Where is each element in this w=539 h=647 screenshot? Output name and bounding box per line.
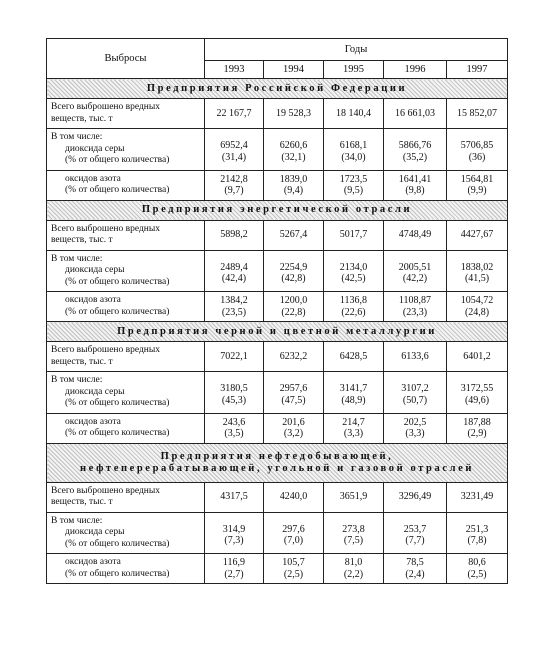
total-value: 3231,49	[447, 482, 508, 512]
so2-value: 2134,0 (42,5)	[324, 250, 384, 292]
so2-value: 297,6 (7,0)	[264, 512, 324, 554]
total-value: 6401,2	[447, 342, 508, 372]
total-value: 7022,1	[205, 342, 264, 372]
so2-value: 6260,6 (32,1)	[264, 129, 324, 171]
nox-value: 243,6 (3,5)	[205, 413, 264, 443]
so2-value: 6168,1 (34,0)	[324, 129, 384, 171]
so2-row	[47, 250, 508, 292]
section-title: Предприятия черной и цветной металлургии	[47, 322, 508, 342]
header-row	[47, 39, 508, 61]
so2-value: 3107,2 (50,7)	[384, 372, 447, 414]
year-cell: 1997	[447, 61, 508, 79]
total-value: 3651,9	[324, 482, 384, 512]
so2-value: 251,3 (7,8)	[447, 512, 508, 554]
so2-row	[47, 129, 508, 171]
nox-value: 1641,41 (9,8)	[384, 170, 447, 200]
nox-value: 1200,0 (22,8)	[264, 292, 324, 322]
total-value: 5898,2	[205, 220, 264, 250]
nox-value: 1564,81 (9,9)	[447, 170, 508, 200]
nox-value: 1136,8 (22,6)	[324, 292, 384, 322]
total-value: 19 528,3	[264, 99, 324, 129]
section-title: Предприятия энергетической отрасли	[47, 200, 508, 220]
total-row	[47, 99, 508, 129]
so2-label: В том числе: диоксида серы (% от общего количества)	[47, 129, 205, 171]
nox-value: 1108,87 (23,3)	[384, 292, 447, 322]
so2-value: 1838,02 (41,5)	[447, 250, 508, 292]
total-value: 22 167,7	[205, 99, 264, 129]
so2-value: 2489,4 (42,4)	[205, 250, 264, 292]
total-value: 4317,5	[205, 482, 264, 512]
nox-label: оксидов азота (% от общего количества)	[47, 292, 205, 322]
total-label: Всего выброшено вредных веществ, тыс. т	[47, 482, 205, 512]
nox-row	[47, 170, 508, 200]
total-value: 18 140,4	[324, 99, 384, 129]
years-header: Годы	[205, 39, 508, 61]
nox-value: 1054,72 (24,8)	[447, 292, 508, 322]
year-cell: 1993	[205, 61, 264, 79]
nox-value: 105,7 (2,5)	[264, 554, 324, 584]
so2-value: 3172,55 (49,6)	[447, 372, 508, 414]
nox-value: 201,6 (3,2)	[264, 413, 324, 443]
nox-value: 1839,0 (9,4)	[264, 170, 324, 200]
year-cell: 1994	[264, 61, 324, 79]
year-cell: 1996	[384, 61, 447, 79]
total-label: Всего выброшено вредных веществ, тыс. т	[47, 220, 205, 250]
section-header-row	[47, 322, 508, 342]
so2-value: 5866,76 (35,2)	[384, 129, 447, 171]
total-row	[47, 342, 508, 372]
so2-row	[47, 372, 508, 414]
total-value: 6428,5	[324, 342, 384, 372]
total-value: 16 661,03	[384, 99, 447, 129]
total-value: 4240,0	[264, 482, 324, 512]
so2-label: В том числе: диоксида серы (% от общего количества)	[47, 250, 205, 292]
total-value: 15 852,07	[447, 99, 508, 129]
nox-value: 116,9 (2,7)	[205, 554, 264, 584]
nox-value: 1723,5 (9,5)	[324, 170, 384, 200]
total-value: 6232,2	[264, 342, 324, 372]
so2-value: 2957,6 (47,5)	[264, 372, 324, 414]
nox-row	[47, 554, 508, 584]
total-label: Всего выброшено вредных веществ, тыс. т	[47, 342, 205, 372]
nox-label: оксидов азота (% от общего количества)	[47, 554, 205, 584]
nox-value: 2142,8 (9,7)	[205, 170, 264, 200]
total-value: 4748,49	[384, 220, 447, 250]
section-title: Предприятия Российской Федерации	[47, 79, 508, 99]
total-value: 4427,67	[447, 220, 508, 250]
section-header-row	[47, 443, 508, 482]
nox-value: 80,6 (2,5)	[447, 554, 508, 584]
so2-value: 3180,5 (45,3)	[205, 372, 264, 414]
so2-value: 3141,7 (48,9)	[324, 372, 384, 414]
total-value: 6133,6	[384, 342, 447, 372]
total-value: 5017,7	[324, 220, 384, 250]
so2-label: В том числе: диоксида серы (% от общего количества)	[47, 372, 205, 414]
nox-value: 214,7 (3,3)	[324, 413, 384, 443]
total-row	[47, 220, 508, 250]
so2-value: 5706,85 (36)	[447, 129, 508, 171]
so2-label: В том числе: диоксида серы (% от общего количества)	[47, 512, 205, 554]
nox-value: 202,5 (3,3)	[384, 413, 447, 443]
so2-value: 2005,51 (42,2)	[384, 250, 447, 292]
section-title: Предприятия нефтедобывающей, нефтеперерабатывающей, угольной и газовой отраслей	[47, 443, 508, 482]
nox-value: 187,88 (2,9)	[447, 413, 508, 443]
so2-value: 273,8 (7,5)	[324, 512, 384, 554]
nox-label: оксидов азота (% от общего количества)	[47, 170, 205, 200]
nox-row	[47, 292, 508, 322]
nox-value: 81,0 (2,2)	[324, 554, 384, 584]
emissions-header: Выбросы	[47, 39, 205, 79]
so2-value: 314,9 (7,3)	[205, 512, 264, 554]
nox-value: 78,5 (2,4)	[384, 554, 447, 584]
total-label: Всего выброшено вредных веществ, тыс. т	[47, 99, 205, 129]
section-header-row	[47, 79, 508, 99]
so2-row	[47, 512, 508, 554]
nox-label: оксидов азота (% от общего количества)	[47, 413, 205, 443]
total-value: 3296,49	[384, 482, 447, 512]
total-value: 5267,4	[264, 220, 324, 250]
so2-value: 253,7 (7,7)	[384, 512, 447, 554]
year-cell: 1995	[324, 61, 384, 79]
total-row	[47, 482, 508, 512]
emissions-table	[46, 38, 508, 584]
so2-value: 6952,4 (31,4)	[205, 129, 264, 171]
section-header-row	[47, 200, 508, 220]
nox-row	[47, 413, 508, 443]
so2-value: 2254,9 (42,8)	[264, 250, 324, 292]
nox-value: 1384,2 (23,5)	[205, 292, 264, 322]
